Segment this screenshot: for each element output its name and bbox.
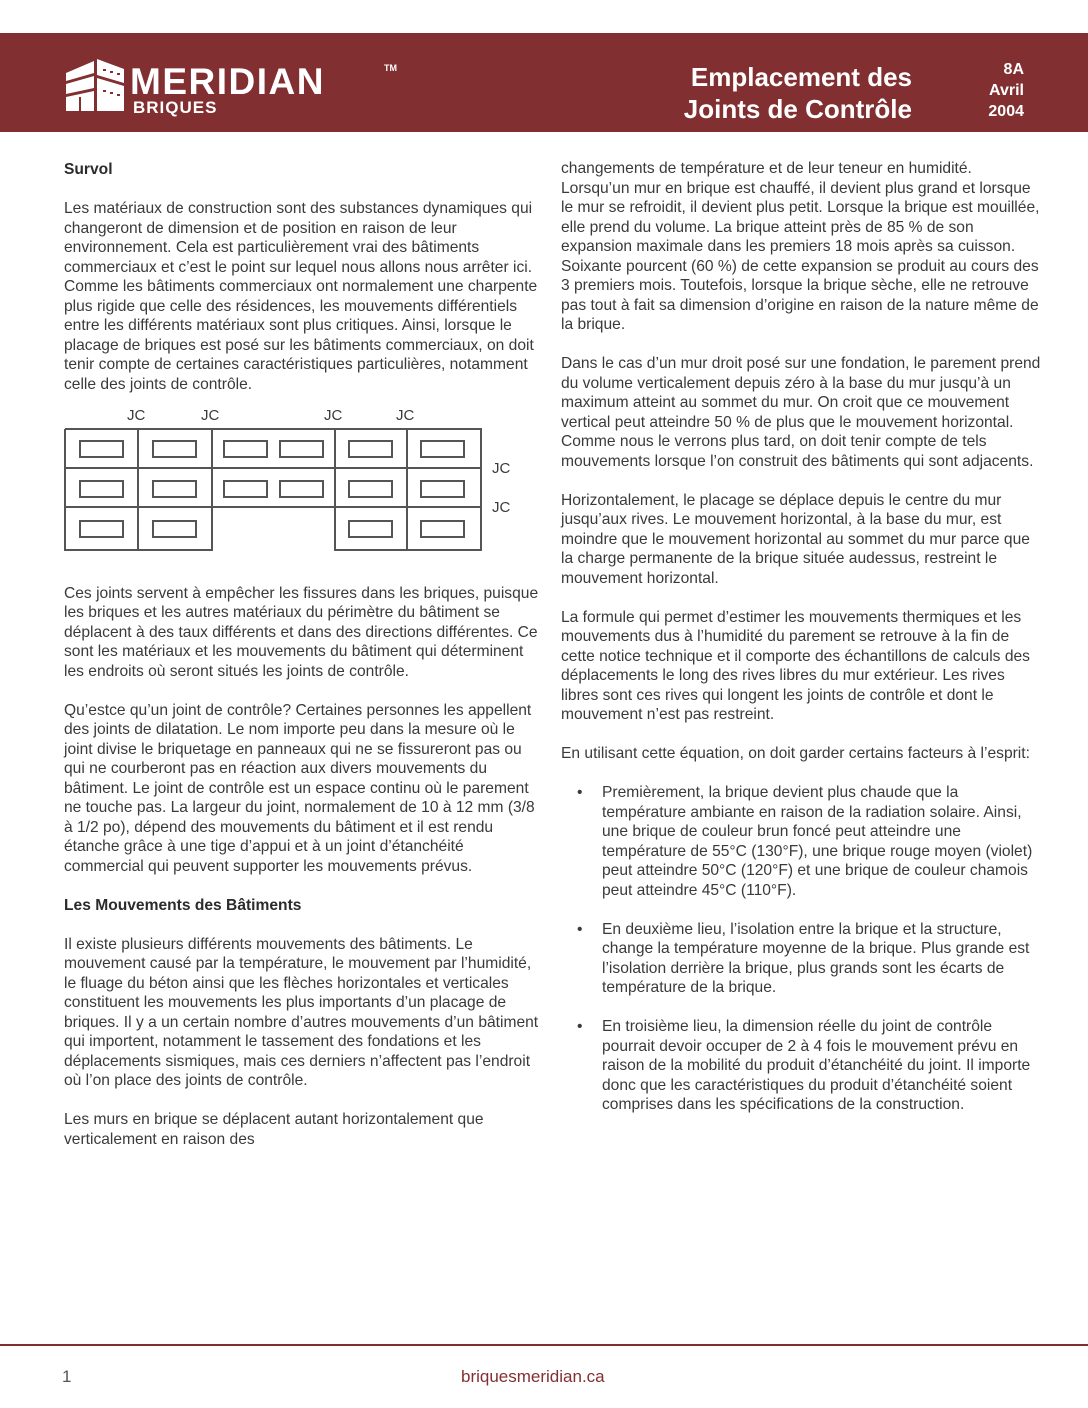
- brick-building-icon: [66, 57, 124, 113]
- list-item-text: En deuxième lieu, l’isolation entre la brique et la structure, change la température moyenne de la brique. Plus grande est l’isolation derrière la brique, plus grands sont les écarts de température de la brique.: [602, 920, 1030, 996]
- document-title: [684, 61, 912, 125]
- control-joint-diagram: [64, 406, 534, 566]
- paragraph: Les matériaux de construction sont des substances dynamiques qui changeront de dimension et de position en raison de leur environnement. Cela est particulièrement vrai des bâtiments commerciaux et c’est le point sur lequel nous allons nous arrêter ici. Comme les bâtiments commerciaux ont normalement une charpente plus rigide que celle des résidences, les mouvements différentiels entre les différents matériaux sont plus critiques. Ainsi, lorsque le placage de briques est posé sur les bâtiments commerciaux, on doit tenir compte de certaines caractéristiques particulières, notamment celle des joints de contrôle.: [64, 200, 538, 393]
- bullet-icon: •: [577, 1018, 583, 1035]
- brand-subtitle: BRIQUES: [133, 98, 218, 117]
- document-meta: [988, 59, 1024, 122]
- section-heading-survol: Survol: [64, 161, 113, 178]
- title-line-1: Emplacement des: [690, 62, 912, 92]
- footer-divider: [0, 1344, 1088, 1346]
- section-heading-mouvements: Les Mouvements des Bâtiments: [64, 896, 302, 914]
- list-item-text: En troisième lieu, la dimension réelle du joint de contrôle pourrait devoir occuper de 2 à 4 fois le mouvement prévu en raison de la mobilité du produit d’étanchéité du joint. Il importe donc que les caractéristiques du produit d’étanchéité soient comprises dans les spécifications de la construction.: [602, 1018, 1031, 1113]
- paragraph: Qu’estce qu’un joint de contrôle? Certaines personnes les appellent des joints de dilatation. Le nom importe peu dans la mesure où le joint divise le briquetage en panneaux qui ne se fissureront pas ou qui ne courberont pas en réaction aux divers mouvements du bâtiment. Le joint de contrôle est un espace continu où le parement ne touche pas. La largeur du joint, normalement de 10 à 12 mm (3/8 à 1/2 po), dépend des mouvements du bâtiment et il est rendu étanche grâce à une tige d’appui et à un joint d’étanchéité commercial qui peuvent supporter les mouvements prévus.: [64, 701, 535, 875]
- title-line-2: Joints de Contrôle: [683, 94, 912, 124]
- paragraph: Ces joints servent à empêcher les fissures dans les briques, puisque les briques et les autres matériaux du périmètre du bâtiment se déplacent à des taux différents et dans des directions différentes. Ce sont les matériaux et les mouvements du bâtiment qui déterminent les endroits où seront situés les joints de contrôle.: [64, 584, 539, 680]
- paragraph: Horizontalement, le placage se déplace depuis le centre du mur jusqu’aux rives. Le mouvement horizontal, à la base du mur, est moindre que le mouvement horizontal au sommet du mur parce que la charge permanente de la brique située audessus, restreint le mouvement horizontal.: [561, 491, 1030, 587]
- bullet-icon: •: [577, 784, 583, 801]
- jc-label-top: JC: [127, 406, 146, 424]
- jc-label-top: JC: [324, 406, 343, 424]
- header-band: [0, 33, 1088, 132]
- factors-list: [561, 783, 1041, 1115]
- document-year: 2004: [988, 103, 1024, 120]
- jc-label-top: JC: [201, 406, 220, 424]
- left-column: [64, 160, 546, 1169]
- list-item: [561, 783, 1041, 900]
- brand-name: MERIDIAN: [130, 61, 325, 102]
- building-elevation-drawing: [64, 428, 484, 553]
- paragraph: Dans le cas d’un mur droit posé sur une fondation, le parement prend du volume verticalement depuis zéro à la base du mur jusqu’à un maximum atteint au sommet du mur. On croit que ce mouvement vertical peut atteindre 50 % de plus que le mouvement horizontal. Comme nous le verrons plus tard, on doit tenir compte de tels mouvements lorsque l’on construit des bâtiments qui sont adjacents.: [561, 355, 1041, 470]
- website-link[interactable]: briquesmeridian.ca: [461, 1367, 605, 1386]
- list-item: [561, 1017, 1041, 1115]
- document-month: Avril: [989, 82, 1024, 99]
- paragraph: Les murs en brique se déplacent autant horizontalement que verticalement en raison des: [64, 1111, 484, 1148]
- jc-label-top: JC: [396, 406, 415, 424]
- paragraph: Il existe plusieurs différents mouvements des bâtiments. Le mouvement causé par la température, le mouvement par l’humidité, le fluage du béton ainsi que les flèches horizontales et verticales constituent les mouvements les plus importants d’un placage de briques. Il y a un certain nombre d’autres mouvements d’un bâtiment qui importent, notamment le tassement des fondations et les déplacements sismiques, mais ces derniers n’affectent pas l’endroit où l’on place des joints de contrôle.: [64, 935, 539, 1089]
- jc-label-side: JC: [492, 459, 511, 477]
- paragraph: En utilisant cette équation, on doit garder certains facteurs à l’esprit:: [561, 745, 1030, 762]
- paragraph: changements de température et de leur teneur en humidité. Lorsqu’un mur en brique est chauffé, il devient plus grand et lorsque le mur se refroidit, il devient plus petit. Lorsque la brique est mouillée, elle prend du volume. La brique atteint près de 85 % de son expansion maximale dans les premiers 18 mois après sa cuisson. Soixante pourcent (60 %) de cette expansion se produit au cours des 3 premiers mois. Toutefois, lorsque la brique sèche, elle ne retrouve pas tout à fait sa dimension d’origine en raison de la nature même de la brique.: [561, 160, 1040, 333]
- right-column: [561, 159, 1041, 1134]
- jc-label-side: JC: [492, 498, 511, 516]
- bullet-icon: •: [577, 920, 583, 938]
- list-item-text: Premièrement, la brique devient plus chaude que la température ambiante en raison de la radiation solaire. Ainsi, une brique de couleur brun foncé peut atteindre une température de 55°C (130°F), une brique rouge moyen (violet) peut atteindre 50°C (120°F) et une brique de couleur chamois peut atteindre 45°C (110°F).: [602, 784, 1033, 899]
- document-code: 8A: [1003, 61, 1024, 78]
- paragraph: La formule qui permet d’estimer les mouvements thermiques et les mouvements dus à l’humidité du parement se retrouve à la fin de cette notice technique et il comporte des échantillons de calculs des déplacements le long des rives libres du mur extérieur. Les rives libres sont ces rives qui longent les joints de contrôle et dont le mouvement n’est pas restreint.: [561, 608, 1030, 723]
- list-item: [561, 920, 1041, 998]
- page-number: 1: [62, 1367, 72, 1386]
- trademark-mark: TM: [384, 63, 397, 73]
